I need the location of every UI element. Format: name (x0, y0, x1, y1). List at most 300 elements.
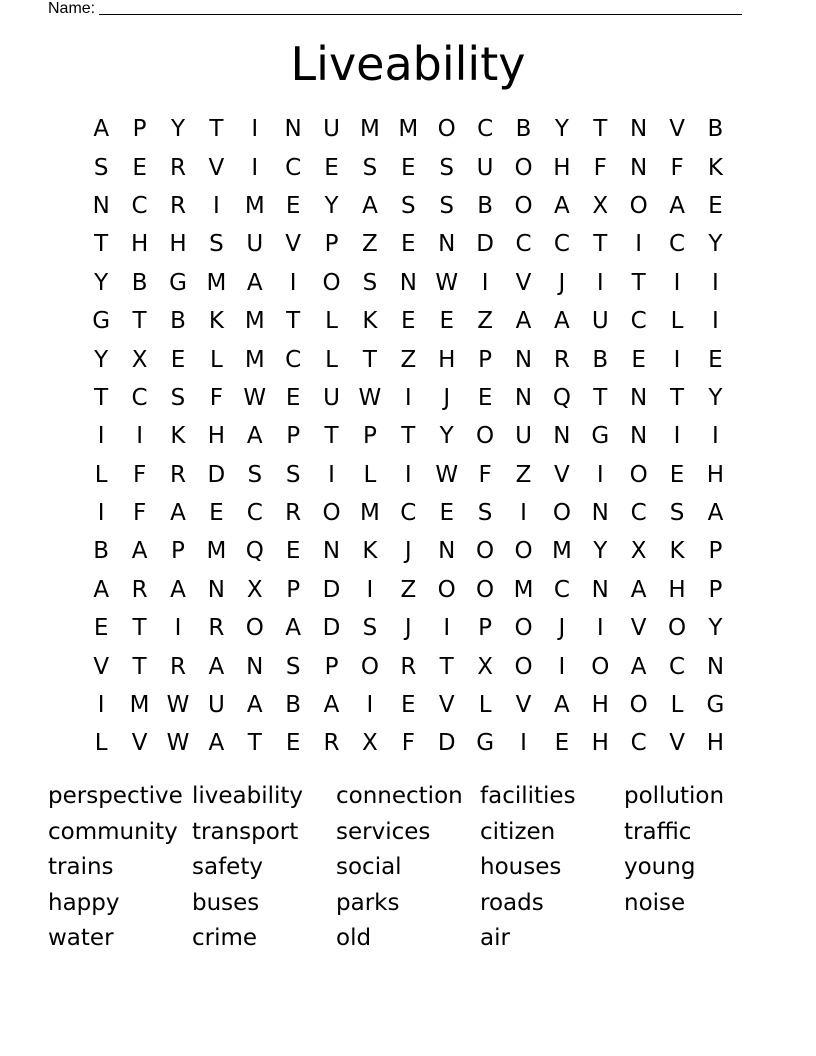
word-bank-item: parks (336, 889, 400, 916)
grid-letter: O (322, 269, 341, 296)
grid-letter: I (712, 308, 719, 335)
grid-letter: I (596, 615, 604, 642)
grid-letter: E (554, 730, 570, 757)
grid-row (82, 456, 735, 494)
grid-letter: T (132, 308, 147, 335)
grid-letter: I (443, 615, 451, 642)
word-bank-item: noise (624, 889, 686, 916)
word-bank-item: young (624, 854, 696, 880)
grid-letter: I (136, 423, 143, 450)
grid-letter: N (630, 116, 648, 143)
grid-letter: S (285, 461, 301, 488)
grid-letter: X (131, 346, 148, 373)
grid-letter: T (670, 384, 685, 411)
grid-letter: E (401, 692, 416, 719)
grid-letter: S (477, 500, 493, 527)
grid-letter: S (439, 192, 455, 219)
grid-letter: B (477, 192, 493, 219)
grid-letter: D (207, 461, 226, 488)
grid-letter: J (404, 615, 412, 642)
grid-letter: K (170, 423, 186, 450)
grid-letter: S (401, 192, 416, 219)
grid-letter: A (208, 730, 225, 757)
word-bank-item: traffic (624, 818, 692, 845)
grid-letter: C (669, 653, 686, 680)
grid-letter: P (171, 538, 185, 565)
grid-letter: A (630, 576, 647, 603)
grid-letter: O (514, 615, 533, 642)
word-bank-item: happy (48, 889, 120, 916)
grid-letter: S (362, 615, 378, 642)
grid-letter: F (209, 384, 223, 411)
grid-letter: R (169, 461, 186, 488)
grid-letter: Y (554, 116, 569, 143)
grid-row (82, 110, 735, 148)
grid-letter: P (324, 653, 339, 680)
grid-letter: E (631, 346, 646, 373)
grid-letter: H (130, 231, 149, 258)
grid-letter: I (481, 269, 489, 296)
grid-letter: I (673, 269, 681, 296)
grid-letter: Y (708, 615, 723, 642)
grid-letter: A (554, 692, 570, 719)
grid-letter: N (591, 576, 609, 603)
grid-letter: N (284, 116, 302, 143)
grid-letter: N (207, 576, 225, 603)
grid-letter: H (706, 461, 725, 488)
grid-letter: O (437, 576, 456, 603)
grid-letter: I (366, 576, 374, 603)
grid-letter: V (515, 692, 532, 719)
grid-letter: V (630, 615, 647, 642)
grid-letter: I (212, 192, 220, 219)
grid-letter: E (669, 461, 685, 488)
grid-letter: Z (362, 231, 378, 258)
grid-letter: R (169, 154, 186, 181)
grid-letter: I (558, 653, 566, 680)
grid-letter: C (477, 116, 494, 143)
grid-letter: T (593, 231, 608, 258)
grid-letter: N (706, 653, 725, 680)
grid-letter: A (554, 192, 570, 219)
grid-letter: M (551, 538, 572, 565)
name-label: Name: (48, 0, 96, 17)
grid-letter: N (630, 384, 648, 411)
grid-letter: W (435, 269, 459, 296)
grid-letter: L (209, 346, 223, 373)
grid-letter: M (244, 192, 265, 219)
grid-letter: N (591, 500, 609, 527)
grid-letter: I (520, 500, 527, 527)
grid-letter: A (131, 538, 148, 565)
grid-letter: Y (324, 192, 339, 219)
grid-letter: P (286, 576, 301, 603)
grid-letter: W (166, 730, 190, 757)
grid-letter: R (553, 346, 570, 373)
grid-letter: F (132, 500, 147, 527)
grid-letter: L (670, 692, 684, 719)
grid-letter: J (443, 384, 451, 411)
grid-letter: I (404, 384, 412, 411)
grid-letter: T (631, 269, 646, 296)
grid-letter: G (706, 692, 725, 719)
grid-letter: T (94, 384, 109, 411)
grid-letter: S (247, 461, 263, 488)
grid-letter: A (170, 576, 186, 603)
grid-letter: C (669, 231, 686, 258)
grid-letter: W (358, 384, 382, 411)
grid-letter: O (476, 538, 495, 565)
grid-letter: O (552, 500, 571, 527)
letter-grid (82, 110, 735, 763)
grid-letter: N (92, 192, 110, 219)
grid-letter: O (629, 692, 648, 719)
grid-letter: E (285, 192, 301, 219)
grid-letter: C (131, 384, 148, 411)
grid-letter: O (629, 192, 648, 219)
word-bank-item: transport (192, 818, 299, 845)
grid-letter: I (712, 423, 719, 450)
grid-letter: Q (552, 384, 571, 411)
grid-letter: Y (170, 116, 185, 143)
grid-row (82, 225, 735, 263)
grid-letter: W (166, 692, 190, 719)
grid-letter: H (438, 346, 456, 373)
grid-letter: M (360, 116, 380, 143)
grid-letter: O (360, 653, 379, 680)
grid-letter: R (208, 615, 225, 642)
grid-letter: A (285, 615, 302, 642)
grid-letter: I (289, 269, 297, 296)
grid-letter: N (630, 423, 648, 450)
grid-letter: M (206, 269, 227, 296)
grid-row (82, 264, 735, 302)
word-bank-item: roads (480, 889, 544, 916)
grid-letter: I (97, 500, 105, 527)
word-bank-item: trains (48, 854, 114, 880)
grid-letter: K (208, 308, 224, 335)
grid-letter: I (712, 269, 719, 296)
grid-letter: Y (94, 269, 109, 296)
grid-letter: L (670, 308, 684, 335)
grid-letter: Y (439, 423, 454, 450)
grid-letter: K (669, 538, 685, 565)
grid-row (82, 379, 735, 417)
grid-letter: F (593, 154, 607, 181)
grid-letter: N (630, 154, 648, 181)
grid-letter: O (514, 653, 533, 680)
grid-letter: C (630, 500, 647, 527)
grid-letter: A (707, 500, 724, 527)
grid-row (82, 148, 735, 186)
grid-letter: C (515, 231, 532, 258)
grid-letter: N (514, 384, 533, 411)
grid-row (82, 609, 735, 647)
grid-letter: U (515, 423, 532, 450)
grid-letter: Z (400, 576, 417, 603)
grid-letter: O (514, 192, 533, 219)
grid-letter: V (669, 116, 685, 143)
grid-letter: T (593, 384, 608, 411)
grid-letter: F (401, 730, 415, 757)
grid-letter: U (323, 384, 340, 411)
grid-letter: F (132, 461, 147, 488)
grid-letter: S (93, 154, 109, 181)
name-field (48, 0, 742, 20)
grid-letter: U (207, 692, 225, 719)
grid-letter: W (435, 461, 459, 488)
grid-letter: B (592, 346, 609, 373)
grid-letter: S (362, 269, 378, 296)
grid-letter: X (362, 730, 378, 757)
grid-letter: A (669, 192, 685, 219)
grid-letter: F (670, 154, 684, 181)
grid-letter: X (477, 653, 493, 680)
grid-letter: I (97, 692, 105, 719)
word-bank-item: community (48, 818, 178, 845)
grid-letter: S (439, 154, 455, 181)
grid-letter: T (94, 231, 109, 258)
grid-letter: O (629, 461, 648, 488)
grid-letter: Y (94, 346, 109, 373)
grid-letter: H (668, 576, 686, 603)
grid-letter: B (170, 308, 186, 335)
word-bank-item: social (336, 854, 402, 880)
grid-letter: O (322, 500, 341, 527)
word-bank-item: perspective (48, 783, 183, 809)
grid-letter: A (170, 500, 186, 527)
grid-row (82, 571, 735, 609)
grid-letter: S (209, 231, 224, 258)
word-bank-item: crime (192, 925, 258, 951)
grid-letter: V (669, 730, 685, 757)
grid-letter: R (169, 192, 186, 219)
grid-letter: P (362, 423, 377, 450)
grid-letter: E (708, 192, 723, 219)
grid-letter: U (591, 308, 609, 335)
grid-letter: E (324, 154, 339, 181)
grid-letter: A (246, 269, 263, 296)
grid-letter: H (706, 730, 725, 757)
grid-letter: E (209, 500, 224, 527)
grid-letter: H (553, 154, 571, 181)
grid-letter: X (630, 538, 647, 565)
grid-letter: I (635, 231, 643, 258)
grid-letter: P (478, 346, 493, 373)
word-bank-item: citizen (480, 818, 556, 845)
grid-letter: I (97, 423, 105, 450)
grid-letter: L (94, 730, 108, 757)
grid-letter: T (593, 116, 608, 143)
grid-letter: T (324, 423, 339, 450)
grid-letter: V (131, 730, 148, 757)
grid-letter: S (285, 653, 301, 680)
grid-letter: B (515, 116, 532, 143)
grid-letter: U (323, 116, 340, 143)
grid-letter: E (401, 231, 416, 258)
grid-letter: C (630, 730, 647, 757)
grid-letter: I (328, 461, 335, 488)
grid-letter: A (246, 423, 263, 450)
grid-letter: O (245, 615, 264, 642)
grid-letter: X (246, 576, 263, 603)
grid-letter: E (285, 384, 301, 411)
grid-letter: C (553, 231, 570, 258)
grid-letter: L (94, 461, 108, 488)
grid-letter: A (323, 692, 340, 719)
grid-letter: M (129, 692, 150, 719)
word-bank-item: liveability (192, 783, 304, 809)
grid-letter: I (404, 461, 412, 488)
grid-letter: P (708, 576, 723, 603)
grid-letter: A (246, 692, 263, 719)
grid-letter: T (247, 730, 262, 757)
grid-letter: I (596, 269, 604, 296)
grid-letter: T (132, 615, 147, 642)
word-bank (48, 779, 768, 957)
name-blank-line (99, 0, 742, 15)
grid-letter: X (592, 192, 609, 219)
grid-letter: K (707, 154, 723, 181)
grid-letter: M (360, 500, 380, 527)
grid-letter: D (322, 615, 341, 642)
grid-letter: Q (245, 538, 264, 565)
grid-letter: T (286, 308, 301, 335)
grid-letter: M (513, 576, 534, 603)
grid-letter: C (285, 346, 302, 373)
word-bank-item: water (48, 925, 114, 951)
grid-letter: V (93, 653, 110, 680)
grid-letter: I (366, 692, 374, 719)
word-bank-item: services (336, 818, 431, 845)
grid-letter: G (169, 269, 187, 296)
grid-letter: H (591, 692, 609, 719)
grid-letter: I (174, 615, 182, 642)
grid-letter: E (93, 615, 109, 642)
grid-letter: I (251, 154, 259, 181)
grid-letter: H (207, 423, 226, 450)
grid-letter: T (439, 653, 454, 680)
grid-letter: M (206, 538, 227, 565)
grid-letter: A (362, 192, 378, 219)
grid-letter: B (707, 116, 724, 143)
grid-letter: T (132, 653, 147, 680)
grid-letter: F (478, 461, 492, 488)
grid-row (82, 417, 735, 455)
grid-letter: I (673, 423, 681, 450)
grid-letter: B (93, 538, 110, 565)
grid-letter: B (131, 269, 148, 296)
grid-letter: M (244, 346, 265, 373)
grid-letter: V (208, 154, 225, 181)
grid-letter: E (401, 308, 416, 335)
grid-letter: G (476, 730, 495, 757)
grid-letter: Z (400, 346, 417, 373)
grid-letter: I (596, 461, 604, 488)
grid-letter: C (630, 308, 647, 335)
grid-letter: R (131, 576, 148, 603)
grid-letter: M (398, 116, 419, 143)
grid-letter: A (93, 576, 110, 603)
grid-letter: E (708, 346, 723, 373)
grid-letter: O (476, 576, 495, 603)
grid-letter: O (437, 116, 456, 143)
grid-letter: N (514, 346, 533, 373)
grid-letter: E (132, 154, 147, 181)
grid-letter: N (438, 231, 456, 258)
grid-letter: A (208, 653, 225, 680)
grid-letter: V (285, 231, 302, 258)
grid-letter: E (401, 154, 416, 181)
grid-row (82, 340, 735, 378)
grid-letter: O (476, 423, 495, 450)
grid-letter: A (515, 308, 532, 335)
grid-row (82, 494, 735, 532)
grid-letter: E (439, 500, 454, 527)
grid-letter: S (362, 154, 378, 181)
grid-letter: P (708, 538, 723, 565)
grid-letter: Y (708, 231, 723, 258)
grid-letter: C (285, 154, 302, 181)
grid-letter: K (362, 538, 378, 565)
grid-letter: P (324, 231, 339, 258)
grid-letter: E (477, 384, 493, 411)
grid-row (82, 187, 735, 225)
grid-letter: Y (708, 384, 723, 411)
grid-letter: D (437, 730, 456, 757)
grid-letter: S (669, 500, 685, 527)
grid-letter: I (520, 730, 527, 757)
word-bank-item: houses (480, 854, 562, 880)
grid-letter: V (554, 461, 570, 488)
grid-letter: N (438, 538, 456, 565)
grid-letter: E (439, 308, 454, 335)
grid-letter: L (325, 308, 338, 335)
grid-letter: J (404, 538, 412, 565)
grid-letter: U (246, 231, 264, 258)
word-bank-item: old (336, 925, 372, 951)
grid-letter: K (362, 308, 378, 335)
grid-letter: B (285, 692, 302, 719)
grid-row (82, 532, 735, 570)
grid-letter: P (286, 423, 301, 450)
grid-letter: N (322, 538, 341, 565)
grid-letter: A (630, 653, 647, 680)
grid-letter: N (246, 653, 264, 680)
grid-letter: O (514, 154, 533, 181)
grid-letter: A (554, 308, 570, 335)
grid-letter: L (478, 692, 492, 719)
grid-letter: C (246, 500, 263, 527)
grid-letter: N (553, 423, 571, 450)
page-title: Liveability (290, 37, 526, 91)
grid-letter: C (400, 500, 417, 527)
grid-letter: H (169, 231, 187, 258)
grid-letter: U (476, 154, 494, 181)
grid-letter: L (325, 346, 338, 373)
grid-letter: Z (477, 308, 493, 335)
grid-letter: T (209, 116, 224, 143)
grid-letter: E (285, 538, 301, 565)
word-bank-item: pollution (624, 783, 725, 809)
grid-letter: C (131, 192, 148, 219)
grid-letter: S (170, 384, 186, 411)
grid-letter: L (363, 461, 377, 488)
grid-row (82, 724, 735, 762)
word-bank-item: connection (336, 783, 463, 809)
grid-letter: T (401, 423, 416, 450)
word-bank-item: buses (192, 889, 260, 916)
